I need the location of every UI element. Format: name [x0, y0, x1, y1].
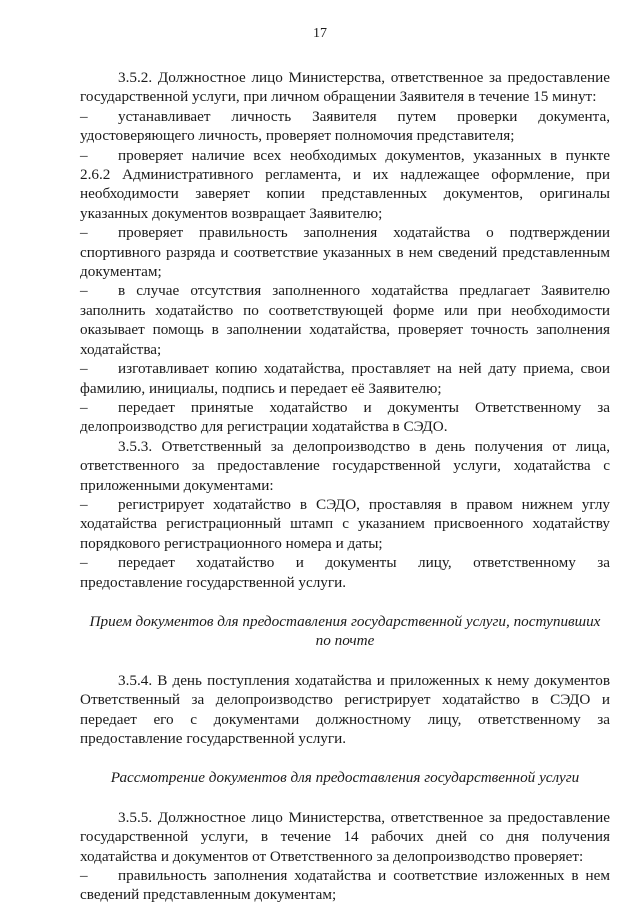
list-item-text: передает принятые ходатайство и документы Ответственному за делопроизводство для регистрации ходатайства в СЭДО. — [80, 398, 610, 436]
dash-marker: – — [80, 107, 88, 125]
list-item-text: проверяет правильность заполнения ходатайства о подтверждении спортивного разряда и соответствие указанных в нем сведений представленным документам; — [80, 224, 610, 281]
paragraph-3-5-2: 3.5.2. Должностное лицо Министерства, ответственное за предоставление государственной услуги, при личном обращении Заявителя в течение 15 минут: — [80, 69, 610, 106]
list-item — [80, 223, 610, 281]
list-item — [80, 398, 610, 437]
paragraph-3-5-5: 3.5.5. Должностное лицо Министерства, ответственное за предоставление государственной услуги, в течение 14 рабочих дней со дня получения ходатайства и документов от Ответственного за делопроизводство проверяет: — [80, 808, 610, 865]
list-item-text: правильность заполнения ходатайства и соответствие изложенных в нем сведений представленным документам; — [80, 867, 610, 904]
dash-marker: – — [80, 360, 88, 378]
list-item — [80, 107, 610, 146]
dash-marker: – — [80, 398, 88, 416]
list-item-text: устанавливает личность Заявителя путем проверки документа, удостоверяющего личность, проверяет полномочия представителя; — [80, 107, 610, 145]
list-item — [80, 495, 610, 553]
list-item-text: проверяет наличие всех необходимых документов, указанных в пункте 2.6.2 Административного регламента, и их надлежащее оформление, при необходимости заверяет копии представленных документов, оригиналы указанных документов возвращает Заявителю; — [80, 146, 610, 222]
section-heading-mail: Прием документов для предоставления государственной услуги, поступивших по почте — [89, 612, 601, 650]
dash-marker: – — [80, 495, 88, 513]
dash-marker: – — [80, 282, 88, 300]
section-heading-review: Рассмотрение документов для предоставления государственной услуги — [110, 769, 580, 787]
list-item-text: передает ходатайство и документы лицу, ответственному за предоставление государственной услуги. — [80, 554, 610, 591]
list-item-text: в случае отсутствия заполненного ходатайства предлагает Заявителю заполнить ходатайство по соответствующей форме или при необходимости оказывает помощь в заполнении ходатайства, проверяет точность заполнения ходатайства; — [80, 282, 610, 358]
dash-marker: – — [80, 554, 88, 572]
list-item-text: регистрирует ходатайство в СЭДО, проставляя в правом нижнем углу ходатайства регистрационный штамп с указанием присвоенного ходатайству порядкового регистрационного номера и даты; — [80, 495, 610, 552]
document-body — [80, 68, 610, 905]
list-item — [80, 553, 610, 592]
paragraph-3-5-4: 3.5.4. В день поступления ходатайства и приложенных к нему документов Ответственный за делопроизводство регистрирует ходатайство в СЭДО и передает его с документами должностному лицу, ответственному за предоставление государственной услуги. — [80, 671, 610, 747]
page-number: 17 — [313, 26, 327, 41]
list-item — [80, 281, 610, 359]
paragraph-3-5-3: 3.5.3. Ответственный за делопроизводство в день получения от лица, ответственного за предоставление государственной услуги, ходатайства с приложенными документами: — [80, 437, 610, 494]
list-item-text: изготавливает копию ходатайства, проставляет на ней дату приема, свои фамилию, инициалы, подпись и передает её Заявителю; — [80, 360, 610, 397]
list-item — [80, 146, 610, 224]
list-item — [80, 866, 610, 905]
dash-marker: – — [80, 224, 88, 242]
list-item — [80, 359, 610, 398]
dash-marker: – — [80, 867, 88, 885]
dash-marker: – — [80, 146, 88, 164]
